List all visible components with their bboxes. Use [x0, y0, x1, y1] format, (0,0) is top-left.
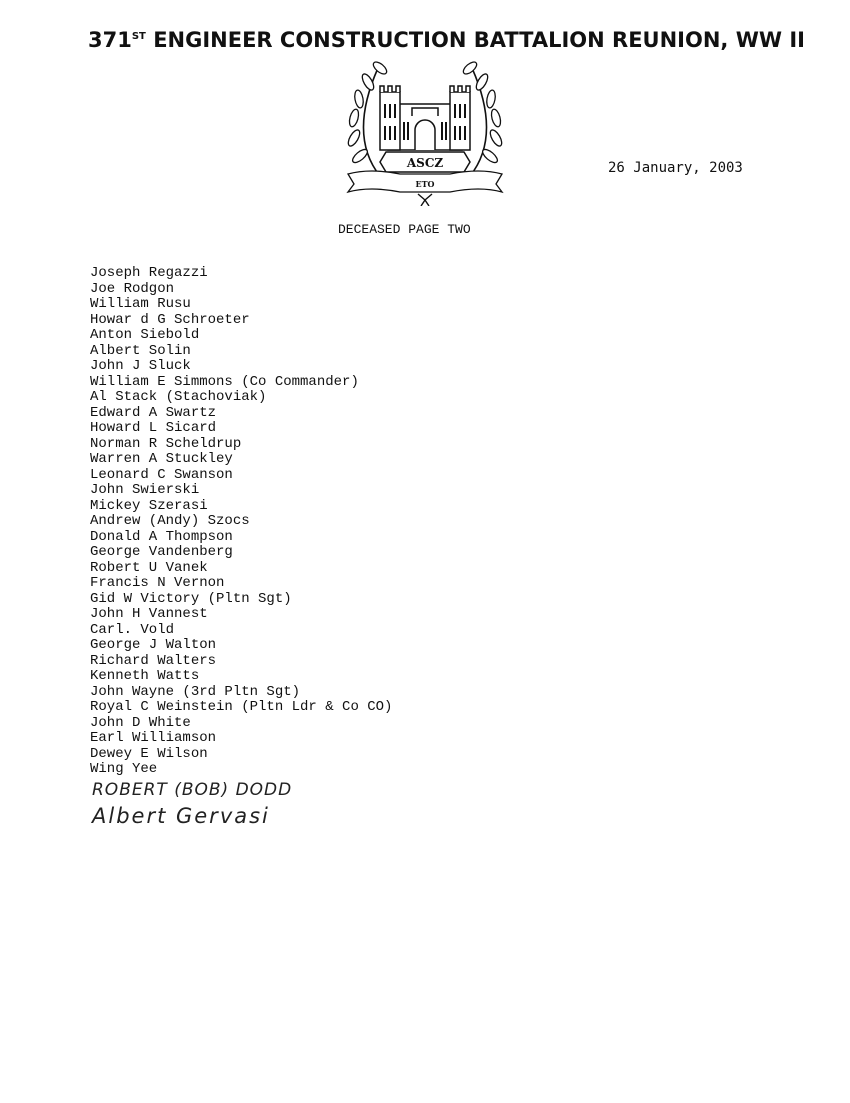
list-item: John Wayne (3rd Pltn Sgt) — [90, 683, 301, 700]
document-date: 26 January, 2003 — [608, 160, 743, 176]
list-item: Francis N Vernon — [90, 575, 225, 591]
list-item: Anton Siebold — [90, 327, 200, 343]
list-item: Carl. Vold — [90, 621, 175, 638]
page-title-text: ENGINEER CONSTRUCTION BATTALION REUNION, WW II — [153, 28, 805, 52]
list-item: Dewey E Wilson — [90, 745, 208, 762]
page-subtitle: DECEASED PAGE TWO — [338, 222, 471, 237]
deceased-names-list — [90, 266, 392, 778]
list-item: William Rusu — [90, 296, 191, 312]
list-item: John J Sluck — [90, 358, 191, 374]
list-item: Donald A Thompson — [90, 528, 233, 545]
list-item: John H Vannest — [90, 606, 208, 622]
list-item: Andrew (Andy) Szocs — [90, 513, 250, 529]
list-item: Wing Yee — [90, 761, 158, 777]
list-item: Gid W Victory (Pltn Sgt) — [90, 590, 292, 607]
list-item: Joseph Regazzi — [90, 265, 208, 281]
battalion-number-suffix: ST — [131, 31, 146, 42]
list-item: Leonard C Swanson — [90, 466, 233, 483]
battalion-number: 371 — [88, 28, 132, 52]
ascz-emblem-icon — [340, 56, 510, 206]
list-item: Howar d G Schroeter — [90, 311, 250, 328]
list-item: Warren A Stuckley — [90, 451, 233, 467]
list-item: Richard Walters — [90, 652, 217, 669]
list-item: George J Walton — [90, 637, 217, 653]
list-item: Norman R Scheldrup — [90, 435, 242, 452]
list-item: Royal C Weinstein (Pltn Ldr & Co CO) — [90, 699, 393, 715]
list-item: Albert Solin — [90, 342, 191, 359]
list-item: Joe Rodgon — [90, 280, 175, 297]
list-item: Howard L Sicard — [90, 420, 217, 436]
handwritten-name: ROBERT (BOB) DODD — [92, 780, 293, 800]
page-title — [88, 28, 805, 52]
list-item: Al Stack (Stachoviak) — [90, 389, 267, 405]
list-item: Mickey Szerasi — [90, 497, 208, 514]
list-item: William E Simmons (Co Commander) — [90, 373, 359, 390]
handwritten-additions — [92, 780, 292, 828]
list-item: Kenneth Watts — [90, 668, 200, 684]
list-item: John Swierski — [90, 482, 200, 498]
list-item: Earl Williamson — [90, 730, 217, 746]
list-item: George Vandenberg — [90, 544, 233, 560]
list-item: Edward A Swartz — [90, 404, 217, 421]
list-item: John D White — [90, 714, 191, 731]
emblem-banner-text: ASCZ — [406, 156, 444, 170]
handwritten-name: Albert Gervasi — [92, 804, 270, 828]
emblem-scroll-text: ETO — [415, 179, 435, 189]
list-item: Robert U Vanek — [90, 559, 208, 576]
